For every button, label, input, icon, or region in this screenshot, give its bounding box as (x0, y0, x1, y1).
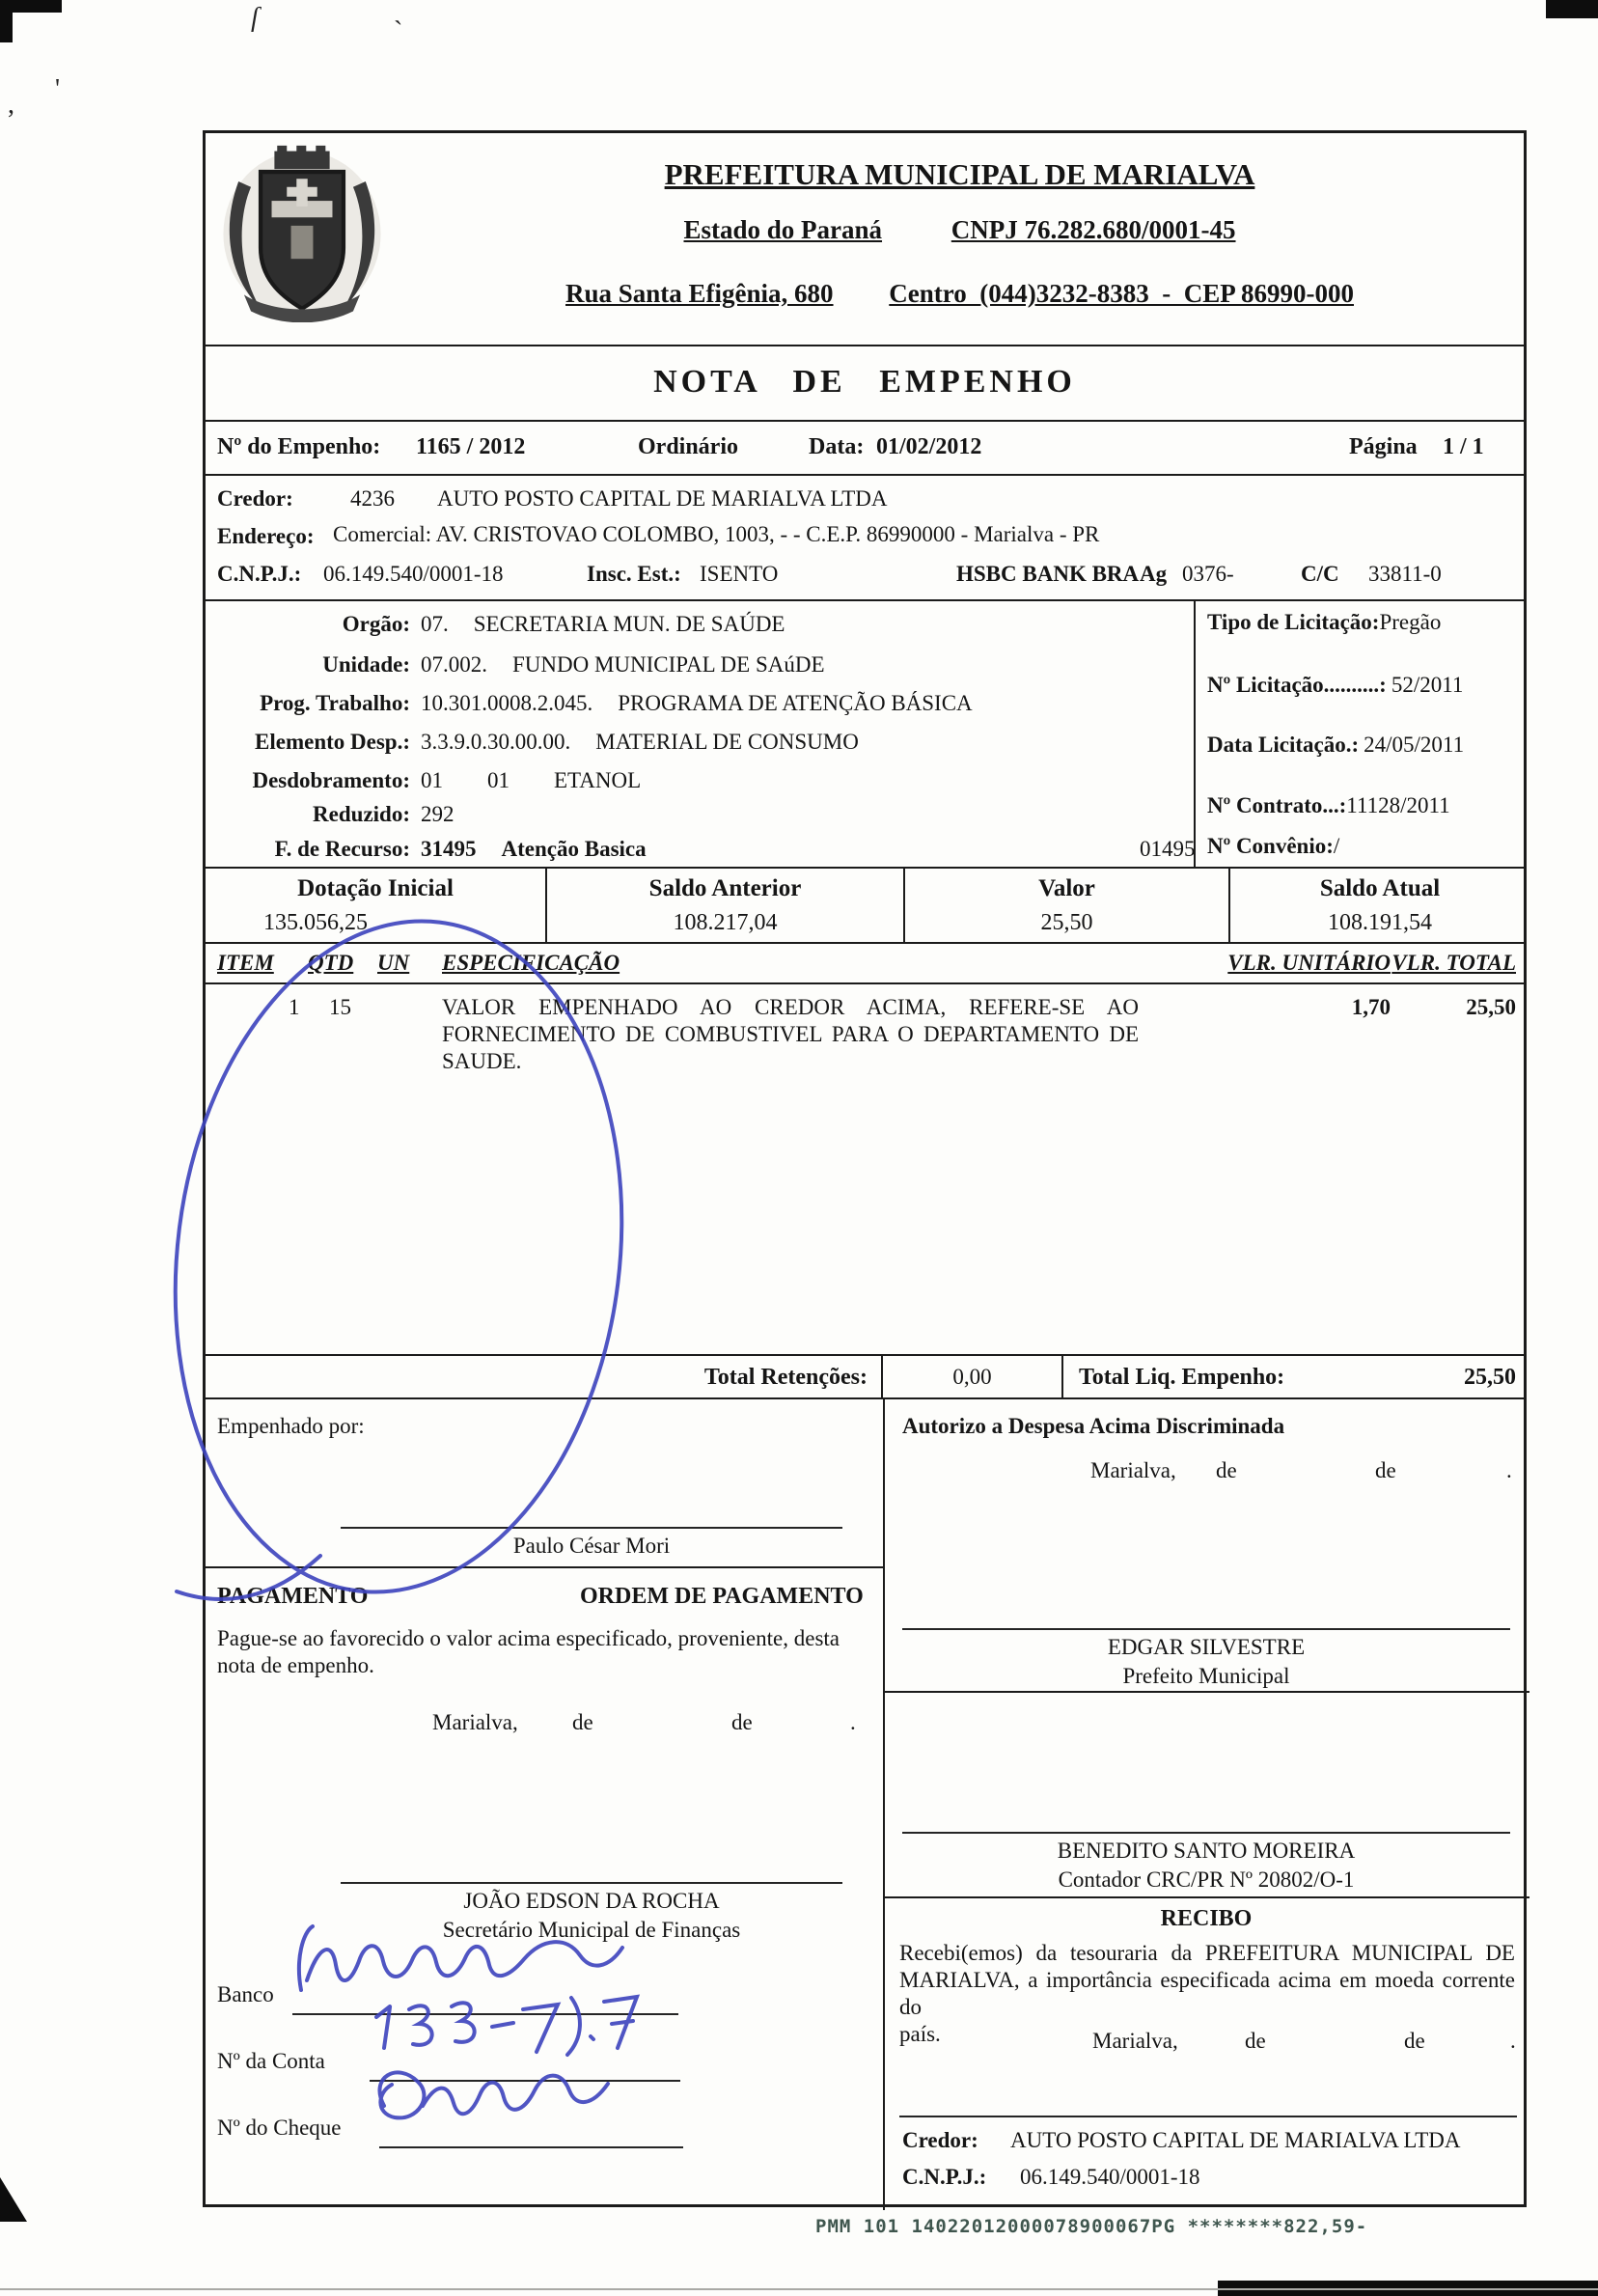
scan-artifact-top-right (1546, 0, 1598, 18)
finance-secretary-name: JOÃO EDSON DA ROCHA (463, 1889, 720, 1913)
recibo-cnpj-label: C.N.P.J.: (902, 2165, 987, 2189)
convenio-numero (1207, 833, 1339, 860)
budget-row-recurso (206, 836, 1182, 863)
item-table-header (206, 944, 1524, 984)
totals-col-saldo-atual (1230, 869, 1529, 942)
agency-label: Ag (1140, 562, 1168, 586)
retentions-row (206, 1354, 1524, 1399)
licitacao-label: Data Licitação.: (1207, 733, 1360, 757)
budget-label: Prog. Trabalho: (260, 691, 410, 715)
creditor-code: 4236 (350, 486, 395, 511)
creditor-cnpj: 06.149.540/0001-18 (323, 562, 504, 586)
item-unit-value: 1,70 (1351, 995, 1391, 1019)
page-number: 1 / 1 (1443, 434, 1484, 459)
accountant-name: BENEDITO SANTO MOREIRA (1057, 1839, 1356, 1863)
retentions-value-cell (883, 1356, 1063, 1397)
empenho-kind: Ordinário (638, 434, 739, 459)
dot-matrix-footer-print: PMM 101 14022012000078900067PG ********822,59- (815, 2216, 1368, 2237)
pague-line: Pague-se ao favorecido o valor acima especificado, proveniente, desta (217, 1626, 840, 1650)
licitacao-label: Tipo de Licitação: (1207, 610, 1380, 634)
col-item: ITEM (217, 951, 274, 975)
conta-fill-line (370, 2080, 680, 2082)
municipality-name: PREFEITURA MUNICIPAL DE MARIALVA (664, 157, 1255, 191)
mayor-cell-divider (885, 1691, 1529, 1693)
bank-name: HSBC BANK BRA (956, 562, 1140, 586)
budget-row-orgao (206, 611, 1182, 638)
item-qty: 15 (329, 995, 351, 1019)
date-de: de (1245, 2029, 1266, 2053)
date-de: de (572, 1710, 593, 1734)
letterhead (206, 133, 1524, 346)
date-dot: . (1506, 1458, 1512, 1482)
budget-label: Desdobramento: (252, 768, 410, 792)
budget-code: 10.301.0008.2.045. (421, 691, 593, 715)
recibo-title: RECIBO (1160, 1906, 1253, 1931)
licitacao-value: 52/2011 (1391, 673, 1464, 697)
totals-header: Valor (1038, 875, 1095, 901)
authorization-column (883, 1399, 1529, 2210)
item-total-value: 25,50 (1466, 995, 1516, 1019)
licitacao-value: Pregão (1379, 610, 1442, 634)
budget-code: 31495 (421, 837, 477, 861)
banco-label: Banco (217, 1982, 274, 2006)
street-address: Rua Santa Efigênia, 680 (565, 279, 834, 308)
city-name: Marialva, (1090, 1458, 1176, 1482)
pagamento-divider (206, 1566, 883, 1568)
scan-artifact-bottom-left (0, 2177, 27, 2222)
spec-line: FORNECIMENTO DE COMBUSTIVEL PARA O DEPARTAMENTO DE (442, 1022, 1139, 1047)
nota-de-empenho-document (203, 130, 1527, 2207)
liq-empenho-value: 25,50 (1464, 1365, 1516, 1390)
budget-row-desdobramento (206, 767, 1182, 794)
signature-line-mayor (902, 1628, 1510, 1630)
budget-code-2: 01 (487, 768, 510, 792)
liq-empenho-label: Total Liq. Empenho: (1079, 1365, 1285, 1390)
retentions-value: 0,00 (952, 1365, 992, 1389)
budget-desc: Atenção Basica (501, 837, 647, 861)
recibo-credor-name: AUTO POSTO CAPITAL DE MARIALVA LTDA (1010, 2128, 1461, 2152)
licitacao-data (1207, 732, 1464, 759)
item-table-body (206, 984, 1524, 1354)
budget-desc: PROGRAMA DE ATENÇÃO BÁSICA (618, 691, 973, 715)
empenhado-signer-name: Paulo César Mori (512, 1534, 671, 1558)
totals-header: Dotação Inicial (297, 875, 454, 901)
col-especificacao: ESPECIFICAÇÃO (442, 951, 620, 975)
budget-desc: MATERIAL DE CONSUMO (595, 730, 859, 754)
authorize-title: Autorizo a Despesa Acima Discriminada (902, 1414, 1285, 1438)
creditor-address-label: Endereço: (217, 524, 315, 548)
budget-block (206, 601, 1524, 869)
retentions-label-cell (206, 1356, 883, 1397)
recibo-credor-divider (899, 2116, 1517, 2117)
col-qtd: QTD (308, 951, 354, 975)
totals-value: 108.217,04 (673, 910, 778, 935)
totals-col-valor (905, 869, 1230, 942)
signature-line-finance (341, 1882, 842, 1884)
state-registration: ISENTO (700, 562, 779, 586)
budget-code: 01 (421, 768, 443, 792)
item-number: 1 (289, 995, 300, 1019)
date-dot: . (1510, 2029, 1516, 2053)
licitacao-label: Nº Licitação..........: (1207, 673, 1387, 697)
totals-value: 25,50 (1040, 910, 1093, 935)
totals-col-dotacao (206, 869, 547, 942)
date-de: de (1404, 2029, 1425, 2053)
header-line-2 (413, 214, 1506, 246)
retentions-label: Total Retenções: (703, 1365, 868, 1390)
mayor-role: Prefeito Municipal (1122, 1664, 1290, 1688)
totals-table (206, 869, 1524, 944)
budget-label: Reduzido: (313, 802, 410, 826)
city-name: Marialva, (432, 1710, 518, 1734)
budget-label: F. de Recurso: (274, 837, 410, 861)
city-name: Marialva, (1092, 2029, 1178, 2053)
budget-label: Unidade: (322, 652, 410, 677)
budget-desc: FUNDO MUNICIPAL DE SAúDE (512, 652, 825, 677)
licitacao-label: Nº Contrato...: (1207, 793, 1347, 817)
header-line-3 (413, 278, 1506, 310)
totals-value: 135.056,25 (263, 910, 368, 935)
recibo-credor-label: Credor: (902, 2128, 978, 2152)
licitacao-value: 11128/2011 (1346, 793, 1450, 817)
mayor-name: EDGAR SILVESTRE (1107, 1635, 1306, 1659)
payment-column (206, 1399, 883, 2210)
licitacao-tipo (1207, 609, 1441, 636)
cheque-fill-line (379, 2146, 683, 2148)
municipal-coat-of-arms-logo (219, 143, 385, 322)
document-title-bar (206, 346, 1524, 422)
signature-line-empenhado (341, 1527, 842, 1529)
conta-label: Nº da Conta (217, 2049, 325, 2073)
licitacao-value: 24/05/2011 (1364, 733, 1465, 757)
document-title: NOTA DE EMPENHO (653, 364, 1076, 400)
totals-header: Saldo Anterior (648, 875, 802, 901)
empenho-info-row (206, 422, 1524, 476)
state-label: Estado do Paraná (683, 215, 883, 244)
col-vlr-total: VLR. TOTAL (1391, 951, 1516, 975)
totals-value: 108.191,54 (1328, 910, 1432, 935)
date-dot: . (850, 1710, 856, 1734)
item-specification (442, 994, 1139, 1075)
licitacao-value: / (1333, 834, 1340, 858)
stray-pen-mark-4: ` (394, 16, 403, 46)
district-phone-cep: Centro (044)3232-8383 - CEP 86990-000 (889, 279, 1354, 308)
creditor-address: Comercial: AV. CRISTOVAO COLOMBO, 1003, - - C.E.P. 86990000 - Marialva - PR (333, 522, 1100, 546)
date-de: de (731, 1710, 753, 1734)
date-de: de (1375, 1458, 1396, 1482)
budget-row-reduzido (206, 801, 1182, 828)
empenho-number-label: Nº do Empenho: (217, 434, 381, 459)
contrato-numero (1207, 792, 1450, 819)
spec-line: VALOR EMPENHADO AO CREDOR ACIMA, REFERE-SE AO (442, 995, 1139, 1019)
budget-code: 3.3.9.0.30.00.00. (421, 730, 571, 754)
budget-label: Orgão: (342, 612, 410, 636)
account-label: C/C (1301, 562, 1339, 586)
stray-pen-mark-3: , (8, 90, 14, 120)
budget-label: Elemento Desp.: (255, 730, 410, 754)
spec-line: SAUDE. (442, 1049, 522, 1074)
budget-row-unidade (206, 651, 1182, 678)
budget-code: 292 (421, 802, 455, 826)
empenho-number: 1165 / 2012 (416, 434, 526, 459)
pagamento-title: PAGAMENTO (217, 1584, 369, 1609)
budget-code: 07.002. (421, 652, 487, 677)
totals-header: Saldo Atual (1319, 875, 1441, 901)
signature-line-accountant (902, 1832, 1510, 1834)
stray-pen-mark-1: ſ (251, 3, 259, 33)
budget-row-prog-trabalho (206, 690, 1182, 717)
recibo-line: MARIALVA, a importância especificada acima em moeda corrente do (899, 1968, 1515, 2020)
scan-artifact-top-left-2 (0, 0, 13, 42)
coat-of-arms-icon (219, 143, 385, 322)
scan-edge-line (0, 2288, 1598, 2290)
empenhado-por-label: Empenhado por: (217, 1414, 365, 1438)
recurso-extra-code: 01495 (1140, 837, 1196, 861)
recibo-cnpj-value: 06.149.540/0001-18 (1020, 2165, 1200, 2189)
accountant-role: Contador CRC/PR Nº 20802/O-1 (1058, 1867, 1355, 1892)
recibo-line: país. (899, 2022, 941, 2047)
liq-empenho-cell (1063, 1356, 1529, 1397)
col-vlr-unitario: VLR. UNITÁRIO (1227, 951, 1391, 975)
agency-number: 0376- (1182, 562, 1234, 586)
licitacao-label: Nº Convênio: (1207, 834, 1334, 858)
creditor-label: Credor: (217, 486, 293, 511)
recibo-line: Recebi(emos) da tesouraria da PREFEITURA MUNICIPAL DE (899, 1941, 1515, 1965)
ordem-pagamento-title: ORDEM DE PAGAMENTO (580, 1584, 864, 1609)
page-label: Página (1349, 434, 1418, 459)
pague-line: nota de empenho. (217, 1653, 374, 1678)
recibo-divider (885, 1896, 1529, 1898)
budget-code: 07. (421, 612, 449, 636)
licitacao-box (1194, 601, 1524, 867)
budget-row-elemento (206, 729, 1182, 756)
account-number: 33811-0 (1368, 562, 1442, 586)
creditor-block (206, 476, 1524, 601)
date-de: de (1216, 1458, 1237, 1482)
budget-desc: ETANOL (554, 768, 642, 792)
cheque-label: Nº do Cheque (217, 2116, 342, 2140)
state-registration-label: Insc. Est.: (587, 562, 681, 586)
empenho-date: 01/02/2012 (876, 434, 982, 459)
creditor-cnpj-label: C.N.P.J.: (217, 562, 302, 586)
totals-col-saldo-anterior (547, 869, 905, 942)
empenho-date-label: Data: (809, 434, 865, 459)
header-line-1 (413, 156, 1506, 193)
pague-se-text (217, 1625, 862, 1679)
stray-pen-mark-2: ' (55, 74, 61, 104)
signatures-section (206, 1399, 1524, 2210)
finance-secretary-role: Secretário Municipal de Finanças (442, 1918, 741, 1942)
banco-fill-line (292, 2013, 678, 2015)
municipality-cnpj: CNPJ 76.282.680/0001-45 (951, 215, 1236, 244)
budget-desc: SECRETARIA MUN. DE SAÚDE (473, 612, 785, 636)
licitacao-numero (1207, 672, 1463, 699)
col-un: UN (377, 951, 410, 975)
creditor-name: AUTO POSTO CAPITAL DE MARIALVA LTDA (437, 486, 888, 511)
